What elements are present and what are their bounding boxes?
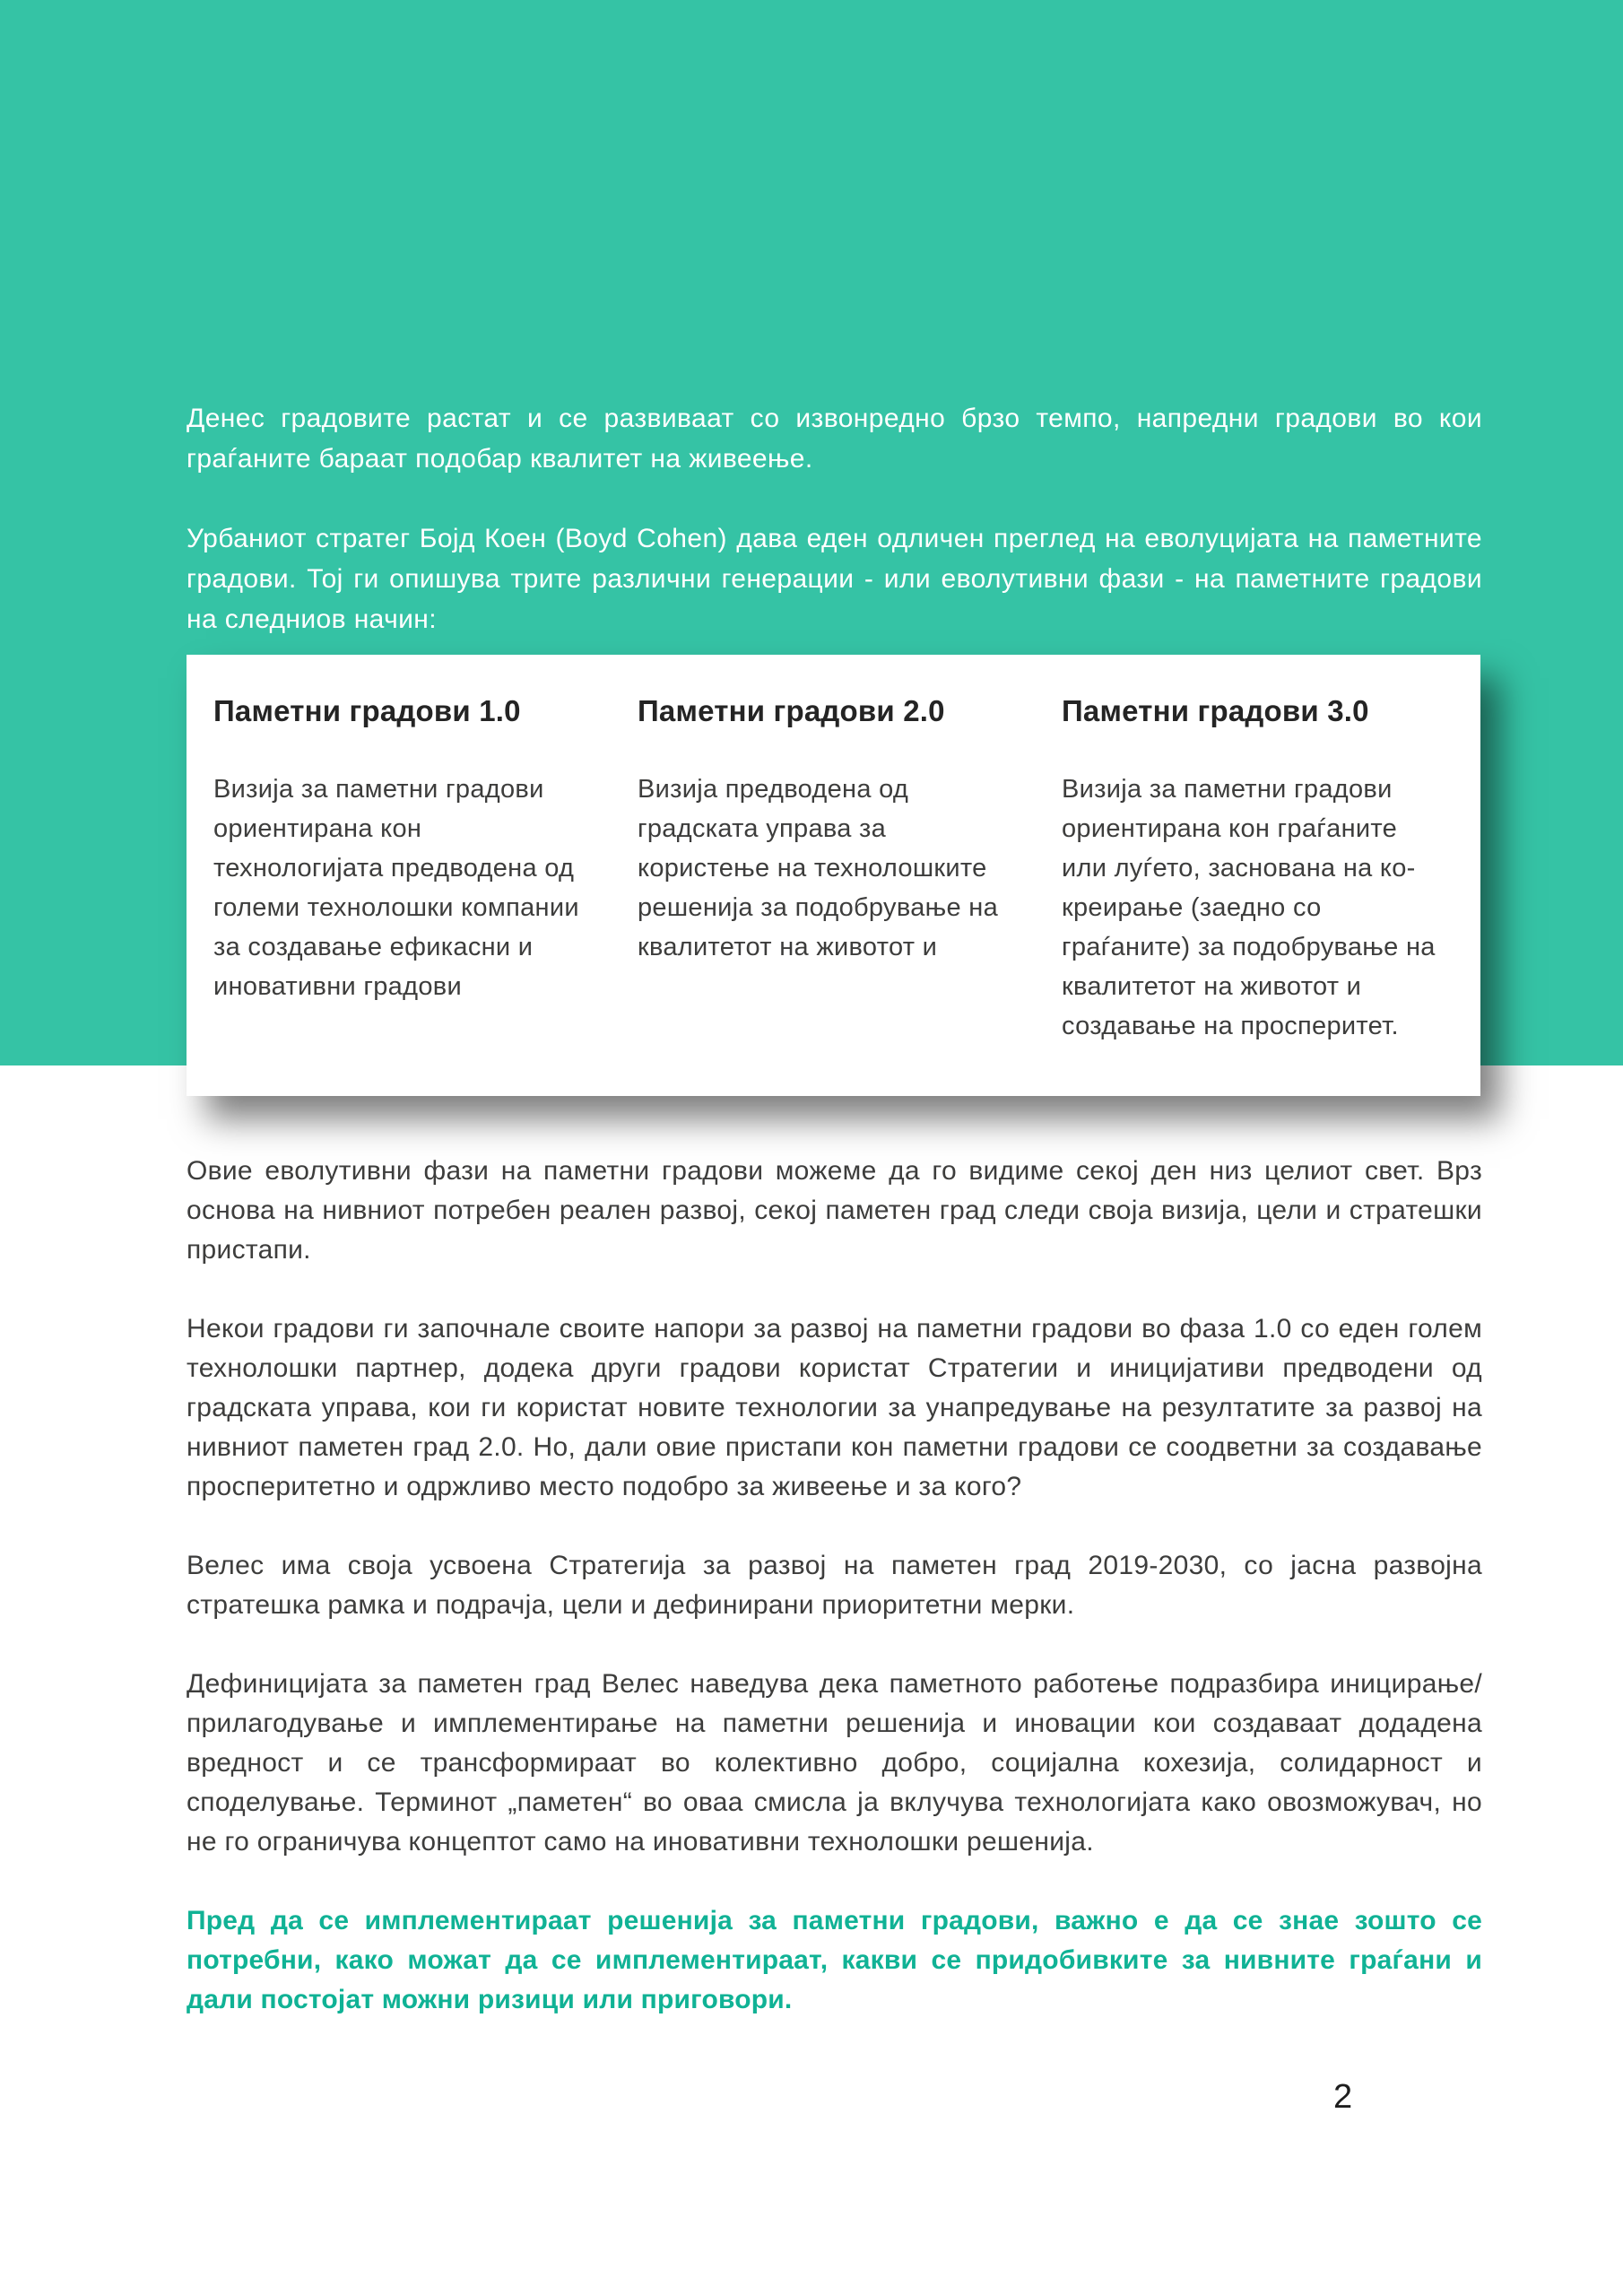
hero-paragraph-2: Урбаниот стратег Бојд Коен (Boyd Cohen) дава еден одличен преглед на еволуцијата на паметните градови. Тој ги опишува трите различни генерации - или еволутивни фази - на паметните градови на следниов начин: — [187, 524, 1482, 634]
hero-paragraph-1: Денес градовите растат и се развиваат со извонредно брзо темпо, напредни градови во кои граѓаните бараат подобар квалитет на живеење. — [187, 404, 1482, 474]
body-text-block — [187, 1152, 1482, 2059]
hero-text-block — [187, 398, 1482, 679]
column-title-3: Паметни градови 3.0 — [1062, 694, 1369, 727]
page-number: 2 — [1333, 2078, 1353, 2116]
card-column-1 — [213, 691, 587, 1096]
card-column-3 — [1062, 691, 1436, 1096]
body-paragraph-1: Овие еволутивни фази на паметни градови можеме да го видиме секој ден низ целиот свет. Врз основа на нивниот потребен реален развој, секој паметен град следи своја визија, цели и стратешки пристапи. — [187, 1156, 1482, 1265]
highlight-paragraph: Пред да се имплементираат решенија за паметни градови, важно е да се знае зошто се потребни, како можат да се имплементираат, какви се придобивките за нивните граѓани и дали постојат можни ризици или приговори. — [187, 1906, 1482, 2014]
smart-city-generations-card — [187, 655, 1480, 1096]
column-title-1: Паметни градови 1.0 — [213, 694, 521, 727]
body-paragraph-4: Дефиницијата за паметен град Велес наведува дека паметното работење подразбира иницирање/прилагодување и имплементирање на паметни решенија и иновации кои создаваат додадена вредност и се трансформираат во колективно добро, социјална кохезија, солидарност и споделување. Терминот „паметен“ во оваа смисла ја вклучува технологијата како овозможувач, но не го ограничува концептот само на иновативни технолошки решенија. — [187, 1669, 1482, 1857]
column-body-1: Визија за паметни градови ориентирана кон технологијата предводена од големи технолошки компании за создавање ефикасни и иновативни градови — [213, 775, 579, 1001]
column-title-2: Паметни градови 2.0 — [638, 694, 945, 727]
body-paragraph-2: Некои градови ги започнале своите напори за развој на паметни градови во фаза 1.0 со еден голем технолошки партнер, додека други градови користат Стратегии и иницијативи предводени од градската управа, кои ги користат новите технологии за унапредување на резултатите за развој на нивниот паметен град 2.0. Но, дали овие пристапи кон паметни градови се соодветни за создавање просперитетно и одржливо место подобро за живеење и за кого? — [187, 1314, 1482, 1501]
body-paragraph-3: Велес има своја усвоена Стратегија за развој на паметен град 2019-2030, со јасна развојна стратешка рамка и подрачја, цели и дефинирани приоритетни мерки. — [187, 1551, 1482, 1620]
column-body-2: Визија предводена од градската управа за користење на технолошките решенија за подобрување на квалитетот на животот и — [638, 775, 999, 961]
card-column-2 — [638, 691, 1011, 1096]
column-body-3: Визија за паметни градови ориентирана кон граѓаните или луѓето, заснована на ко-креирање (заедно со граѓаните) за подобрување на квалитетот на животот и создавање на просперитет. — [1062, 775, 1436, 1040]
